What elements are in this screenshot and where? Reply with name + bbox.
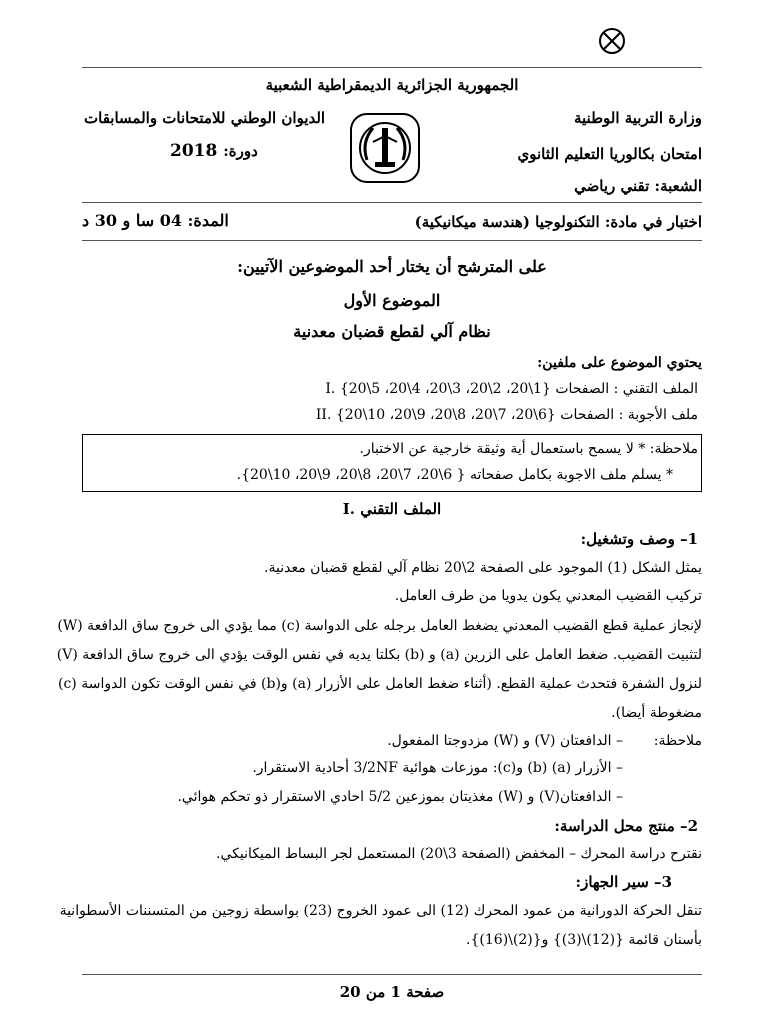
heading-studied-product: 2– منتج محل الدراسة: <box>554 817 698 835</box>
technical-file-pages: I. الملف التقني : الصفحات {1\20، 2\20، 3\20، 4\20، 5\20} <box>325 381 698 397</box>
choose-instruction: على المترشح أن يختار أحد الموضوعين الآتيين: <box>237 257 547 276</box>
paragraph-line: يمثل الشكل (1) الموجود على الصفحة 2\20 نظام آلي لقطع قضبان معدنية. <box>264 560 702 576</box>
republic-title: الجمهورية الجزائرية الديمقراطية الشعبية <box>265 76 519 94</box>
note-item: – الدافعتان(V) و (W) مغذيتان بموزعين 5/2 احادي الاستقرار ذو تحكم هوائي. <box>177 789 623 805</box>
crossed-circle-icon <box>597 26 627 56</box>
paragraph-line: تركيب القضيب المعدني يكون يدويا من طرف العامل. <box>394 588 702 604</box>
notes-label: ملاحظة: <box>653 733 702 749</box>
exam-office-logo <box>345 108 425 188</box>
paragraph-line: لتثبيت القضيب. ضغط العامل على الزرين (a) و (b) بكلتا يديه في نفس الوقت يؤدي الى خروج ساق الدافعة (V) <box>56 647 702 663</box>
note-line-2: * يسلم ملف الاجوبة بكامل صفحاته { 6\20، 7\20، 8\20، 9\20، 10\20}. <box>236 467 673 483</box>
note-item: – الأزرار (a) (b) و(c): موزعات هوائية 3/2NF أحادية الاستقرار. <box>252 760 623 776</box>
session-label: دورة: <box>223 142 258 160</box>
contents-title: يحتوي الموضوع على ملفين: <box>537 355 702 371</box>
note-item: – الدافعتان (V) و (W) مزدوجتا المفعول. <box>387 733 623 749</box>
paragraph-line: بأسنان قائمة {(12)\(3)} و{(2)\(16)}. <box>466 932 702 948</box>
note-line-1: ملاحظة: * لا يسمح باستعمال أية وثيقة خارجية عن الاختبار. <box>359 441 698 457</box>
session-year: 2018 <box>170 141 218 161</box>
ministry-name: وزارة التربية الوطنية <box>573 109 702 127</box>
section-technical-file: I. الملف التقني <box>342 500 442 518</box>
session <box>170 141 258 161</box>
footer-divider <box>82 974 702 975</box>
heading-description: 1– وصف وتشغيل: <box>580 530 698 548</box>
paragraph-line: مضغوطة أيضا). <box>611 705 702 721</box>
subject: اختبار في مادة: التكنولوجيا (هندسة ميكانيكية) <box>414 213 702 231</box>
paragraph-line: تنقل الحركة الدورانية من عمود المحرك (12) الى عمود الخروج (23) بواسطة زوجين من المتسننات الأسطوانية <box>59 903 702 919</box>
duration: المدة: 04 سا و 30 د <box>82 211 229 230</box>
topic-name: نظام آلي لقطع قضبان معدنية <box>293 322 491 341</box>
exam-office-name: الديوان الوطني للامتحانات والمسابقات <box>84 109 326 127</box>
exam-title: امتحان بكالوريا التعليم الثانوي <box>517 145 702 163</box>
heading-operation: 3– سير الجهاز: <box>575 873 672 891</box>
paragraph-line: لنزول الشفرة فتحدث عملية القطع. (أثناء ضغط العامل على الأزرار (a) و(b) في نفس الوقت تكون الدواسة (c) <box>57 676 702 692</box>
top-divider <box>82 67 702 68</box>
branch: الشعبة: تقني رياضي <box>574 177 702 195</box>
page-number: صفحة 1 من 20 <box>339 983 445 1001</box>
paragraph-line: نقترح دراسة المحرك – المخفض (الصفحة 3\20) المستعمل لجر البساط الميكانيكي. <box>216 846 702 862</box>
answer-file-pages: II. ملف الأجوبة : الصفحات {6\20، 7\20، 8\20، 9\20، 10\20} <box>315 407 698 423</box>
topic-title: الموضوع الأول <box>343 291 441 310</box>
header-divider-top <box>82 202 702 203</box>
header-divider-bottom <box>82 240 702 241</box>
paragraph-line: لإنجاز عملية قطع القضيب المعدني يضغط العامل برجله على الدواسة (c) مما يؤدي الى خروج ساق الدافعة (W) <box>57 618 702 634</box>
